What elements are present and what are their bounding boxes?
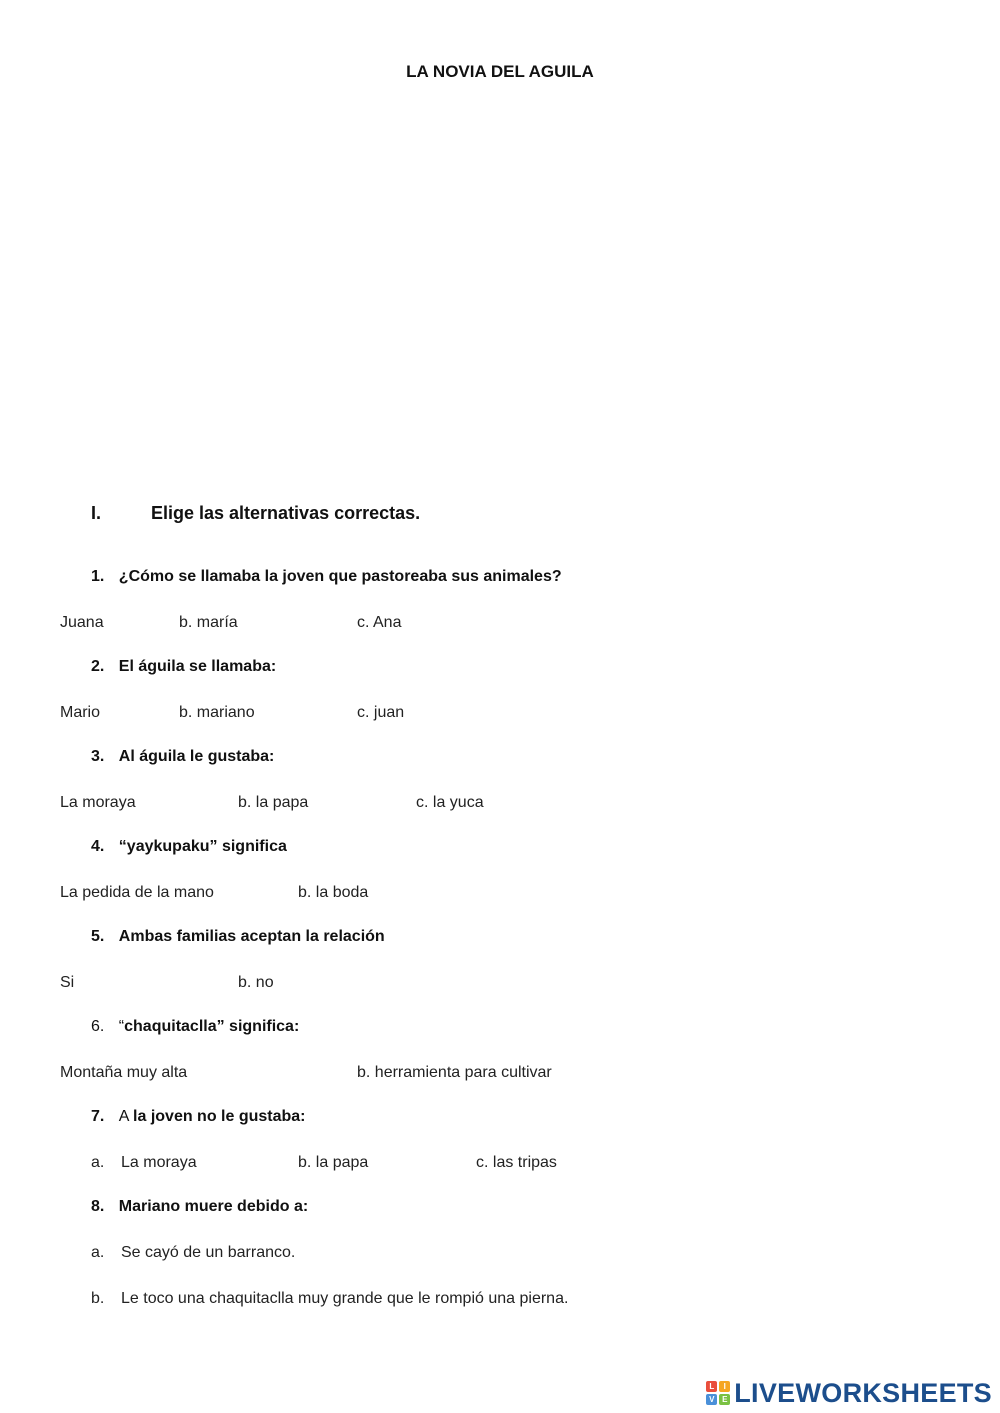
option[interactable]: Si bbox=[60, 974, 75, 991]
question-text-plain: A bbox=[118, 1108, 134, 1125]
option[interactable]: Montaña muy alta bbox=[60, 1064, 188, 1081]
option[interactable]: La pedida de la mano bbox=[60, 884, 214, 901]
question-5 bbox=[91, 928, 385, 946]
section-number: I. bbox=[91, 503, 102, 523]
option[interactable]: b. no bbox=[238, 974, 274, 991]
option[interactable]: b. la papa bbox=[238, 794, 309, 811]
question-text-plain: “ bbox=[118, 1018, 125, 1035]
option-letter: b. bbox=[91, 1290, 105, 1307]
brand-name: LIVEWORKSHEETS bbox=[734, 1377, 992, 1408]
question-3 bbox=[91, 748, 274, 766]
option[interactable]: b. maría bbox=[179, 614, 238, 631]
option-letter: a. bbox=[91, 1154, 105, 1171]
option-letter: a. bbox=[91, 1244, 105, 1261]
question-number: 1. bbox=[91, 568, 105, 585]
question-text: El águila se llamaba: bbox=[118, 658, 277, 675]
option[interactable]: Le toco una chaquitaclla muy grande que le rompió una pierna. bbox=[121, 1290, 569, 1307]
question-text: ¿Cómo se llamaba la joven que pastoreaba sus animales? bbox=[118, 568, 562, 585]
page-title: LA NOVIA DEL AGUILA bbox=[406, 62, 594, 81]
option[interactable]: Mario bbox=[60, 704, 101, 721]
question-number: 5. bbox=[91, 928, 105, 945]
option[interactable]: La moraya bbox=[60, 794, 136, 811]
option[interactable]: b. herramienta para cultivar bbox=[357, 1064, 552, 1081]
question-number: 4. bbox=[91, 838, 105, 855]
option[interactable]: c. juan bbox=[357, 704, 405, 721]
question-text: chaquitaclla” significa: bbox=[124, 1018, 300, 1035]
question-1 bbox=[91, 568, 562, 586]
option[interactable]: c. Ana bbox=[357, 614, 402, 631]
option[interactable]: c. las tripas bbox=[476, 1154, 557, 1171]
option[interactable]: b. la boda bbox=[298, 884, 369, 901]
question-text: la joven no le gustaba: bbox=[133, 1108, 306, 1125]
question-number: 6. bbox=[91, 1018, 105, 1035]
question-text: Ambas familias aceptan la relación bbox=[118, 928, 385, 945]
question-number: 3. bbox=[91, 748, 105, 765]
question-text: Al águila le gustaba: bbox=[118, 748, 275, 765]
question-text: Mariano muere debido a: bbox=[118, 1198, 309, 1215]
section-heading: Elige las alternativas correctas. bbox=[151, 503, 421, 523]
option[interactable]: La moraya bbox=[121, 1154, 197, 1171]
question-2 bbox=[91, 658, 276, 676]
question-number: 8. bbox=[91, 1198, 105, 1215]
option[interactable]: Se cayó de un barranco. bbox=[121, 1244, 296, 1261]
question-text: “yaykupaku” significa bbox=[118, 838, 287, 855]
question-4 bbox=[91, 838, 287, 856]
question-number: 2. bbox=[91, 658, 105, 675]
option[interactable]: Juana bbox=[60, 614, 104, 631]
liveworksheets-icon: L I V E bbox=[706, 1381, 730, 1405]
option[interactable]: b. mariano bbox=[179, 704, 255, 721]
question-7 bbox=[91, 1108, 306, 1126]
question-number: 7. bbox=[91, 1108, 105, 1125]
option[interactable]: b. la papa bbox=[298, 1154, 369, 1171]
liveworksheets-logo bbox=[706, 1379, 992, 1407]
option[interactable]: c. la yuca bbox=[416, 794, 484, 811]
question-6 bbox=[91, 1018, 299, 1036]
question-8 bbox=[91, 1198, 308, 1216]
